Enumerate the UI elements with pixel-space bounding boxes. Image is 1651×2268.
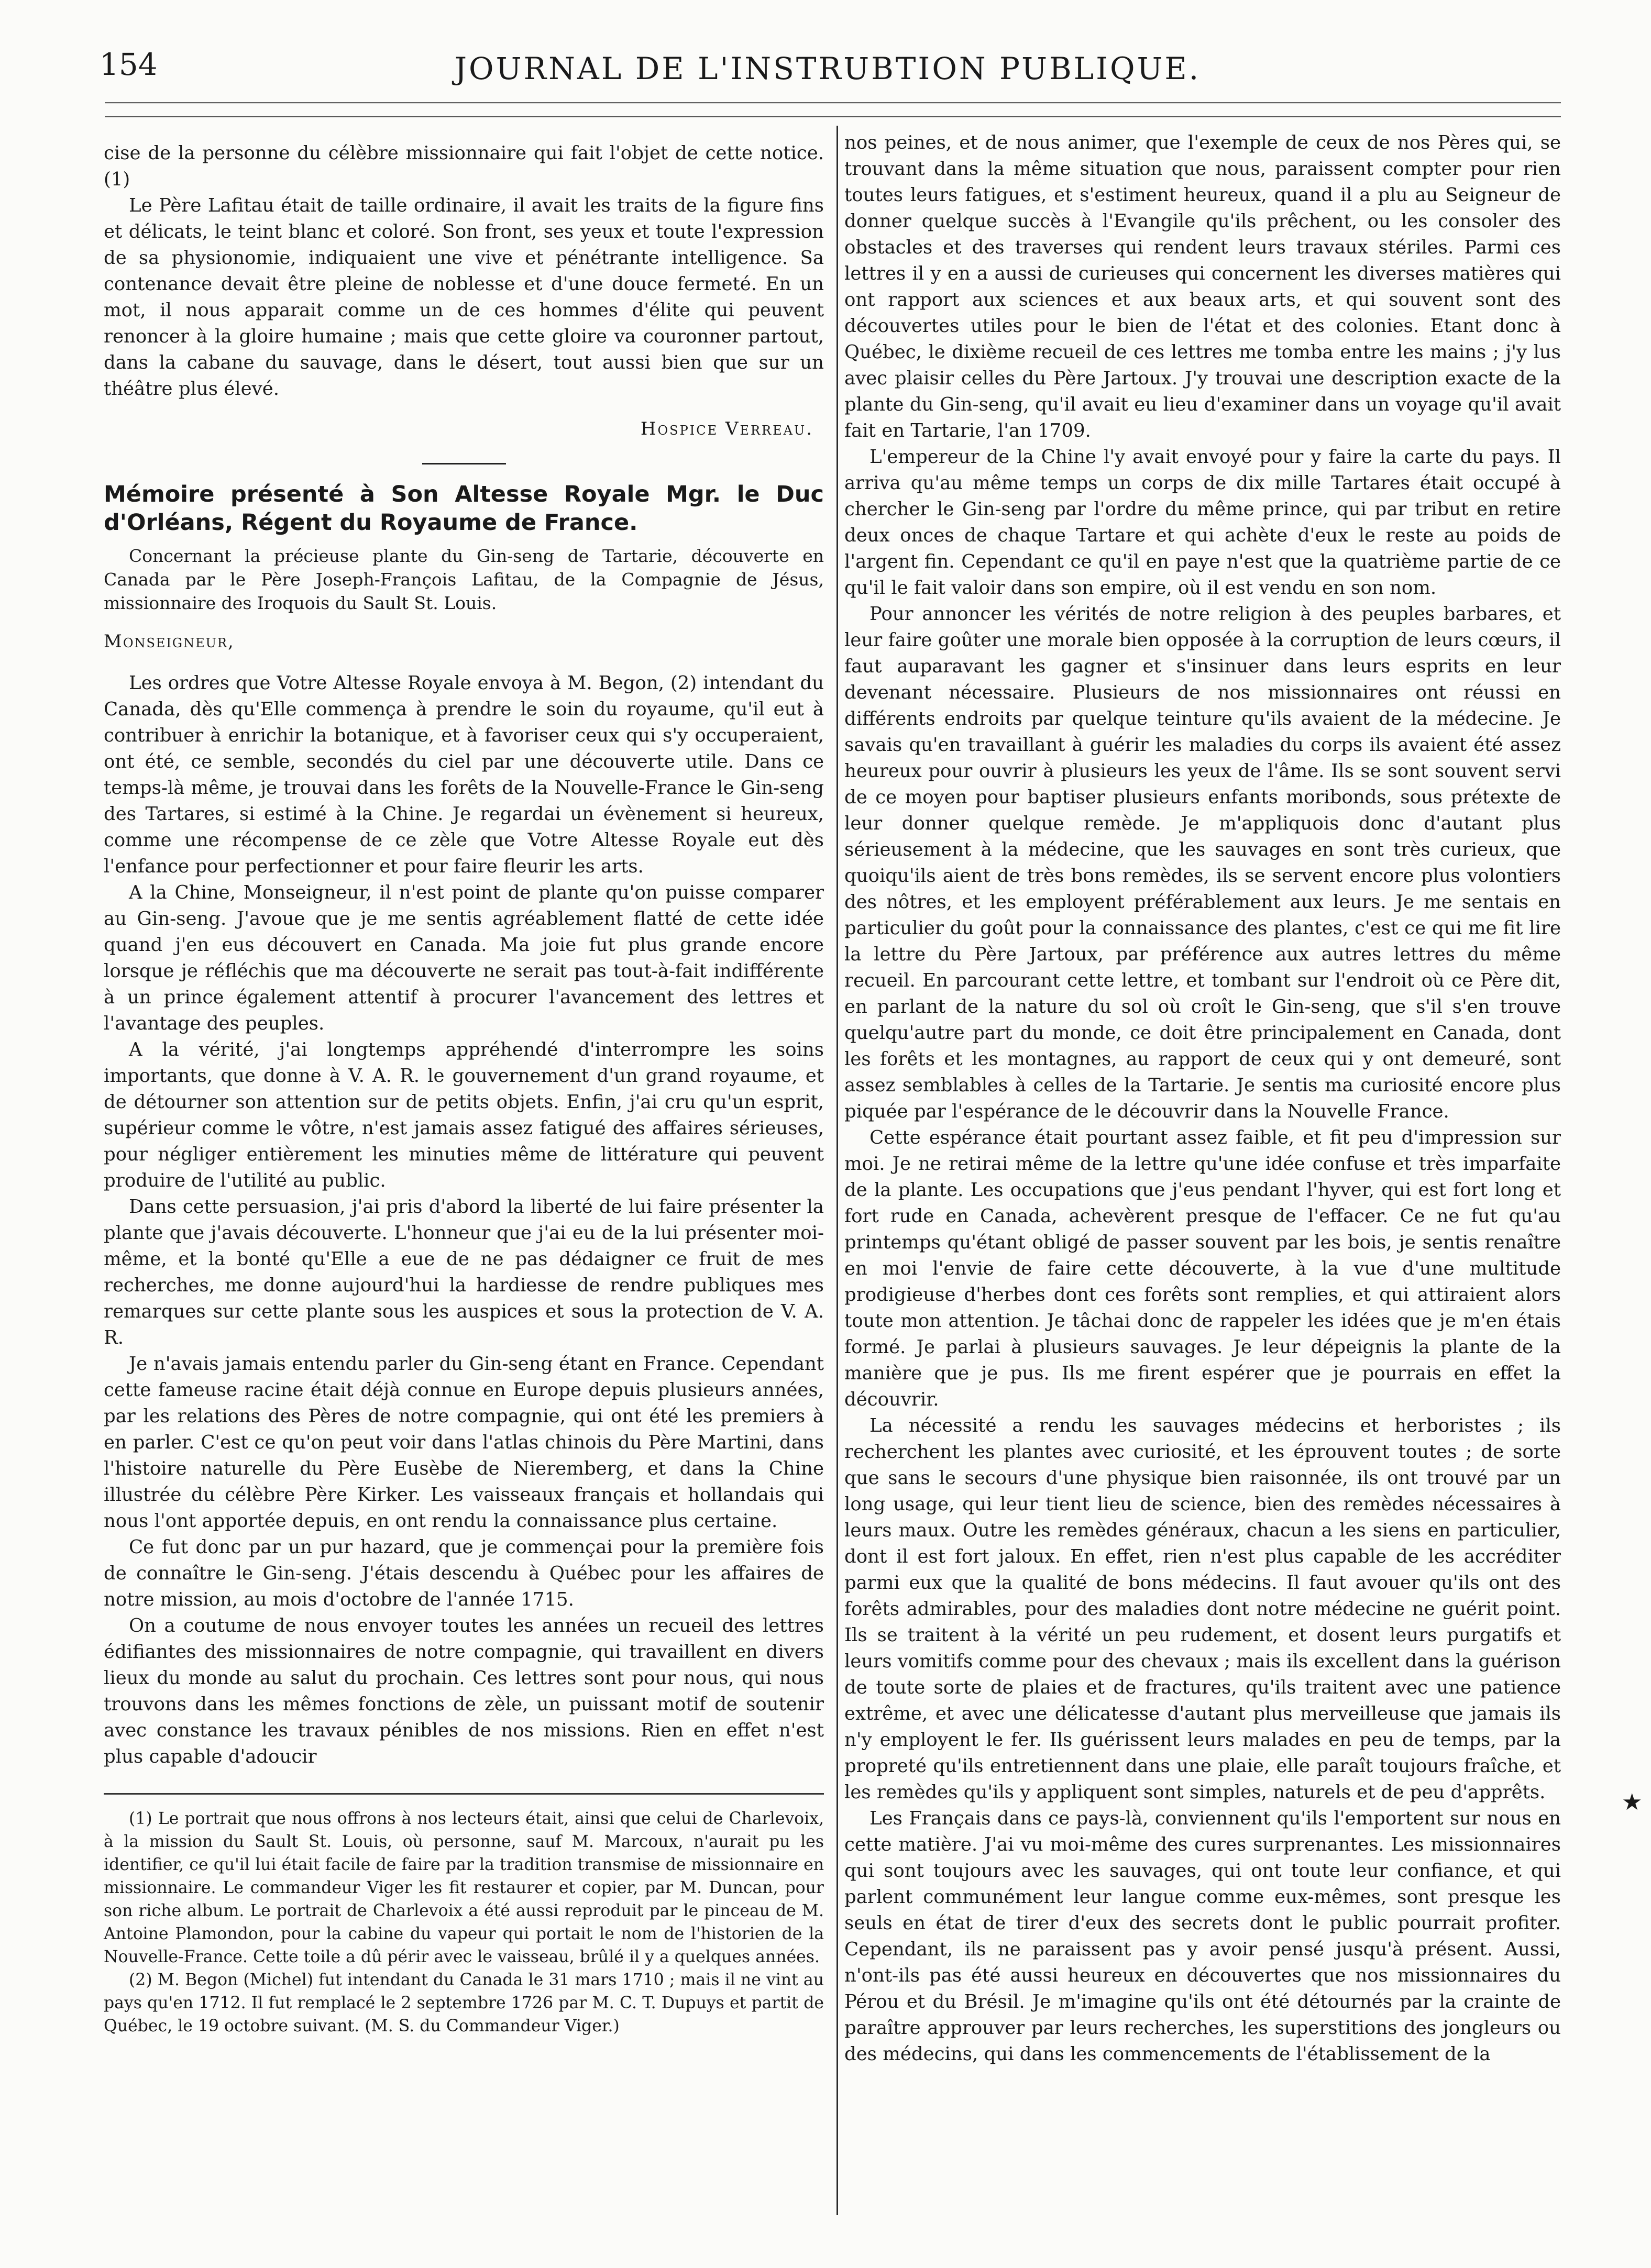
journal-title: JOURNAL DE L'INSTRUBTION PUBLIQUE. (454, 51, 1201, 86)
body-paragraph: Les Français dans ce pays-là, conviennent qu'ils l'emportent sur nous en cette matière. J'ai vu moi-même des cures surprenantes. Les missionnaires qui sont toujours avec les sauvages, qui ont toute leur confiance, et qui parlent communément leur langue comme eux-mêmes, sont presque les seuls en état de tirer d'eux des secrets dont le public pourrait profiter. Cependant, ils ne paraissent pas y avoir pensé jusqu'à présent. Aussi, n'ont-ils pas été aussi heureux en découvertes que nos missionnaires du Pérou et du Brésil. Je m'imagine qu'ils ont été détournés par la crainte de paraître approuver par leurs recherches, les superstitions des jongleurs ou des médecins, qui dans les commencements de l'établissement de la (844, 1808, 1561, 2065)
body-paragraph: Dans cette persuasion, j'ai pris d'abord la liberté de lui faire présenter la plante que j'avais découverte. L'honneur que j'ai eu de la lui présenter moi-même, et la bonté qu'Elle a eue de ne pas dédaigner ce fruit de mes recherches, me donne aujourd'hui la hardiesse de rendre publiques mes remarques sur cette plante sous les auspices et sous la protection de V. A. R. (104, 1196, 824, 1348)
intro-paragraph: cise de la personne du célèbre missionnaire qui fait l'objet de cette notice. (1) (104, 142, 824, 190)
body-paragraph: Pour annoncer les vérités de notre religion à des peuples barbares, et leur faire goûter une morale bien opposée à la corruption de leurs cœurs, il faut auparavant les gagner et s'insinuer dans leurs esprits en leur devenant nécessaire. Plusieurs de nos missionnaires ont réussi en différents endroits par quelque teinture qu'ils avaient de la médecine. Je savais qu'en travaillant à guérir les maladies du corps ils avaient été assez heureux pour ouvrir à plusieurs les yeux de l'âme. Ils se sont souvent servi de ce moyen pour baptiser plusieurs enfants moribonds, sous prétexte de leur donner quelque remède. Je m'appliquois donc d'autant plus sérieusement à la médecine, que les sauvages en sont très curieux, que quoiqu'ils aient de très bons remèdes, ils se servent encore plus volontiers des nôtres, et les employent préférablement aux leurs. Je me sentais en particulier du goût pour la connaissance des plantes, c'est ce qui me fit lire la lettre du Père Jartoux, par préférence aux autres lettres du même recueil. En parcourant cette lettre, et tombant sur l'endroit où ce Père dit, en parlant de la nature du sol où croît le Gin-seng, que s'il s'en trouve quelqu'autre part du monde, ce doit être principalement en Canada, dont les forêts et les montagnes, au rapport de ceux qui y ont demeuré, sont assez semblables à celles de la Tartarie. Je sentis ma curiosité encore plus piquée par l'espérance de le découvrir dans la Nouvelle France. (844, 603, 1561, 1122)
memoire-subtitle: Concernant la précieuse plante du Gin-seng de Tartarie, découverte en Canada par le Père Joseph-François Lafitau, de la Compagnie de Jésus, missionnaire des Iroquois du Sault St. Louis. (104, 546, 824, 613)
page-number: 154 (100, 47, 158, 82)
header-rule-thin (105, 116, 1561, 117)
running-head (100, 41, 1556, 98)
margin-star-mark: ★ (1622, 1789, 1643, 1816)
body-paragraph: La nécessité a rendu les sauvages médecins et herboristes ; ils recherchent les plantes avec curiosité, et les éprouvent toutes ; de sorte que sans le secours d'une physique bien raisonnée, ils ont trouvé par un long usage, qui leur tient lieu de science, bien des remèdes nécessaires à leurs maux. Outre les remèdes généraux, chacun a les siens en particulier, dont il est fort jaloux. En effet, rien n'est plus capable de les accréditer parmi eux que la qualité de bons médecins. Il faut avouer qu'ils ont des forêts admirables, pour des maladies dont notre médecine ne guérit point. Ils se traitent à la vérité un peu rudement, et dosent leurs purgatifs et leurs vomitifs comme pour des chevaux ; mais ils excellent dans la guérison de toute sorte de plaies et de fractures, qu'ils traitent avec une patience extrême, et avec une délicatesse d'autant plus merveilleuse que jamais ils n'y employent le fer. Ils guérissent leurs malades en peu de temps, par la propreté qu'ils entretiennent dans une plaie, elle paraît toujours fraîche, et les remèdes qu'ils y appliquent sont simples, naturels et de peu d'apprêts. (844, 1415, 1561, 1803)
body-paragraph: Cette espérance était pourtant assez faible, et fit peu d'impression sur moi. Je ne retirai même de la lettre qu'une idée confuse et très imparfaite de la plante. Les occupations que j'eus pendant l'hyver, qui est fort long et fort rude en Canada, achevèrent presque de l'effacer. Ce ne fut qu'au printemps qu'étant obligé de passer souvent par les bois, je sentis renaître en moi l'envie de faire cette découverte, à la vue d'une multitude prodigieuse d'herbes dont ces forêts sont remplies, et qui attiraient alors toute mon attention. Je tâchai donc de rappeler les idées que je m'en étais formé. Je parlai à plusieurs sauvages. Je leur dépeignis la plante de la manière que je pus. Ils me firent espérer que je pourrais en effet la découvrir. (844, 1127, 1561, 1410)
column-divider (836, 126, 838, 2215)
footnote: (2) M. Begon (Michel) fut intendant du Canada le 31 mars 1710 ; mais il ne vint au pays qu'en 1712. Il fut remplacé le 2 septembre 1726 par M. C. T. Dupuys et partit de Québec, le 19 octobre suivant. (M. S. du Commandeur Viger.) (104, 1971, 824, 2035)
body-paragraph: Je n'avais jamais entendu parler du Gin-seng étant en France. Cependant cette fameuse racine était déjà connue en Europe depuis plusieurs années, par les relations des Pères de notre compagnie, qui ont été les premiers à en parler. C'est ce qu'on peut voir dans l'atlas chinois du Père Martini, dans l'histoire naturelle du Père Eusèbe de Nieremberg, et dans la Chine illustrée du célèbre Père Kirker. Les vaisseaux français et hollandais qui nous l'ont apportée depuis, en ont rendu la connaissance plus certaine. (104, 1353, 824, 1532)
body-paragraph: A la Chine, Monseigneur, il n'est point de plante qu'on puisse comparer au Gin-seng. J'avoue que je me sentis agréablement flatté de cette idée quand j'en eus découvert en Canada. Ma joie fut plus grande encore lorsque je réfléchis que ma découverte ne serait pas tout-à-fait indifférente à un prince également attentif à procurer l'avancement des lettres et l'avantage des peuples. (104, 882, 824, 1034)
body-paragraph: nos peines, et de nous animer, que l'exemple de ceux de nos Pères qui, se trouvant dans la même situation que nous, paraissent compter pour rien toutes leurs fatigues, et s'estiment heureux, quand il a plu au Seigneur de donner quelque succès à l'Evangile qu'ils prêchent, ou les consoler des obstacles et des traverses qui rendent leurs travaux stériles. Parmi ces lettres il y en a aussi de curieuses qui concernent les diverses matières qui ont rapport aux sciences et aux beaux arts, et qui souvent sont des découvertes utiles pour le bien de l'état et des colonies. Etant donc à Québec, le dixième recueil de ces lettres me tomba entre les mains ; j'y lus avec plaisir celles du Père Jartoux. J'y trouvai une description exacte de la plante du Gin-seng, qu'il avait eu lieu d'examiner dans un voyage qu'il avait fait en Tartarie, l'an 1709. (844, 132, 1561, 441)
body-paragraph: L'empereur de la Chine l'y avait envoyé pour y faire la carte du pays. Il arriva qu'au même temps un corps de dix mille Tartares était occupé à chercher le Gin-seng par l'ordre du même prince, qui par tribut en retire deux onces de chaque Tartare et qui achète d'eux le reste au poids de l'argent fin. Cependant ce qu'il en paye n'est que la quatrième partie de ce qu'il le fait valoir dans son empire, où il est vendu en son nom. (844, 446, 1561, 599)
right-column (844, 130, 1561, 2067)
left-column (104, 140, 824, 2038)
body-paragraph: A la vérité, j'ai longtemps appréhendé d'interrompre les soins importants, que donne à V. A. R. le gouvernement d'un grand royaume, et de détourner son attention sur de petits objets. Enfin, j'ai cru qu'un esprit, supérieur comme le vôtre, n'est jamais assez fatigué des affaires sérieuses, pour négliger entièrement les minuties même de littérature qui peuvent produire de l'utilité au public. (104, 1039, 824, 1191)
section-rule (422, 463, 506, 464)
header-rule (105, 102, 1561, 104)
body-paragraph: Les ordres que Votre Altesse Royale envoya à M. Begon, (2) intendant du Canada, dès qu'Elle commença à prendre le soin du royaume, qu'il eut à contribuer à enrichir la botanique, et à favoriser ceux qui s'y occuperaient, ont été, ce semble, secondés du ciel par une découverte utile. Dans ce temps-là même, je trouvai dans les forêts de la Nouvelle-France le Gin-seng des Tartares, si estimé à la Chine. Je regardai un évènement si heureux, comme une récompense de ce zèle que Votre Altesse Royale eut dès l'enfance pour perfectionner et pour faire fleurir les arts. (104, 672, 824, 877)
intro-paragraph: Le Père Lafitau était de taille ordinaire, il avait les traits de la figure fins et délicats, le teint blanc et coloré. Son front, ses yeux et toute l'expression de sa physionomie, indiquaient une vive et pénétrante intelligence. Sa contenance devait être pleine de noblesse et d'une douce fermeté. En un mot, il nous apparait comme un de ces hommes d'élite qui peuvent renoncer à la gloire humaine ; mais que cette gloire va couronner partout, dans la cabane du sauvage, dans le désert, tout aussi bien que sur un théâtre plus élevé. (104, 195, 824, 400)
footnote: (1) Le portrait que nous offrons à nos lecteurs était, ainsi que celui de Charlevoix, à la mission du Sault St. Louis, où personne, sauf M. Marcoux, n'aurait pu les identifier, ce qu'il lui était facile de faire par la tradition transmise de missionnaire en missionnaire. Le commandeur Viger les fit restaurer et copier, par M. Duncan, pour son riche album. Le portrait de Charlevoix a été aussi reproduit par le pinceau de M. Antoine Plamondon, pour la cabine du vapeur qui portait le nom de l'historien de la Nouvelle-France. Cette toile a dû périr avec le vaisseau, brûlé il y a quelques années. (104, 1809, 824, 1966)
body-paragraph: Ce fut donc par un pur hazard, que je commençai pour la première fois de connaître le Gin-seng. J'étais descendu à Québec pour les affaires de notre mission, au mois d'octobre de l'année 1715. (104, 1536, 824, 1610)
author-signature: Hospice Verreau. (640, 418, 813, 439)
body-paragraph: On a coutume de nous envoyer toutes les années un recueil des lettres édifiantes des missionnaires de notre compagnie, qui travaillent en divers lieux du monde au salut du prochain. Ces lettres sont pour nous, qui nous trouvons dans les mêmes fonctions de zèle, un puissant motif de soutenir avec constance les travaux pénibles de nos missions. Rien en effet n'est plus capable d'adoucir (104, 1615, 824, 1767)
memoire-title: Mémoire présenté à Son Altesse Royale Mgr. le Duc d'Orléans, Régent du Royaume de France. (104, 481, 824, 536)
footnote-rule (104, 1793, 824, 1795)
salutation: Monseigneur, (104, 631, 235, 652)
